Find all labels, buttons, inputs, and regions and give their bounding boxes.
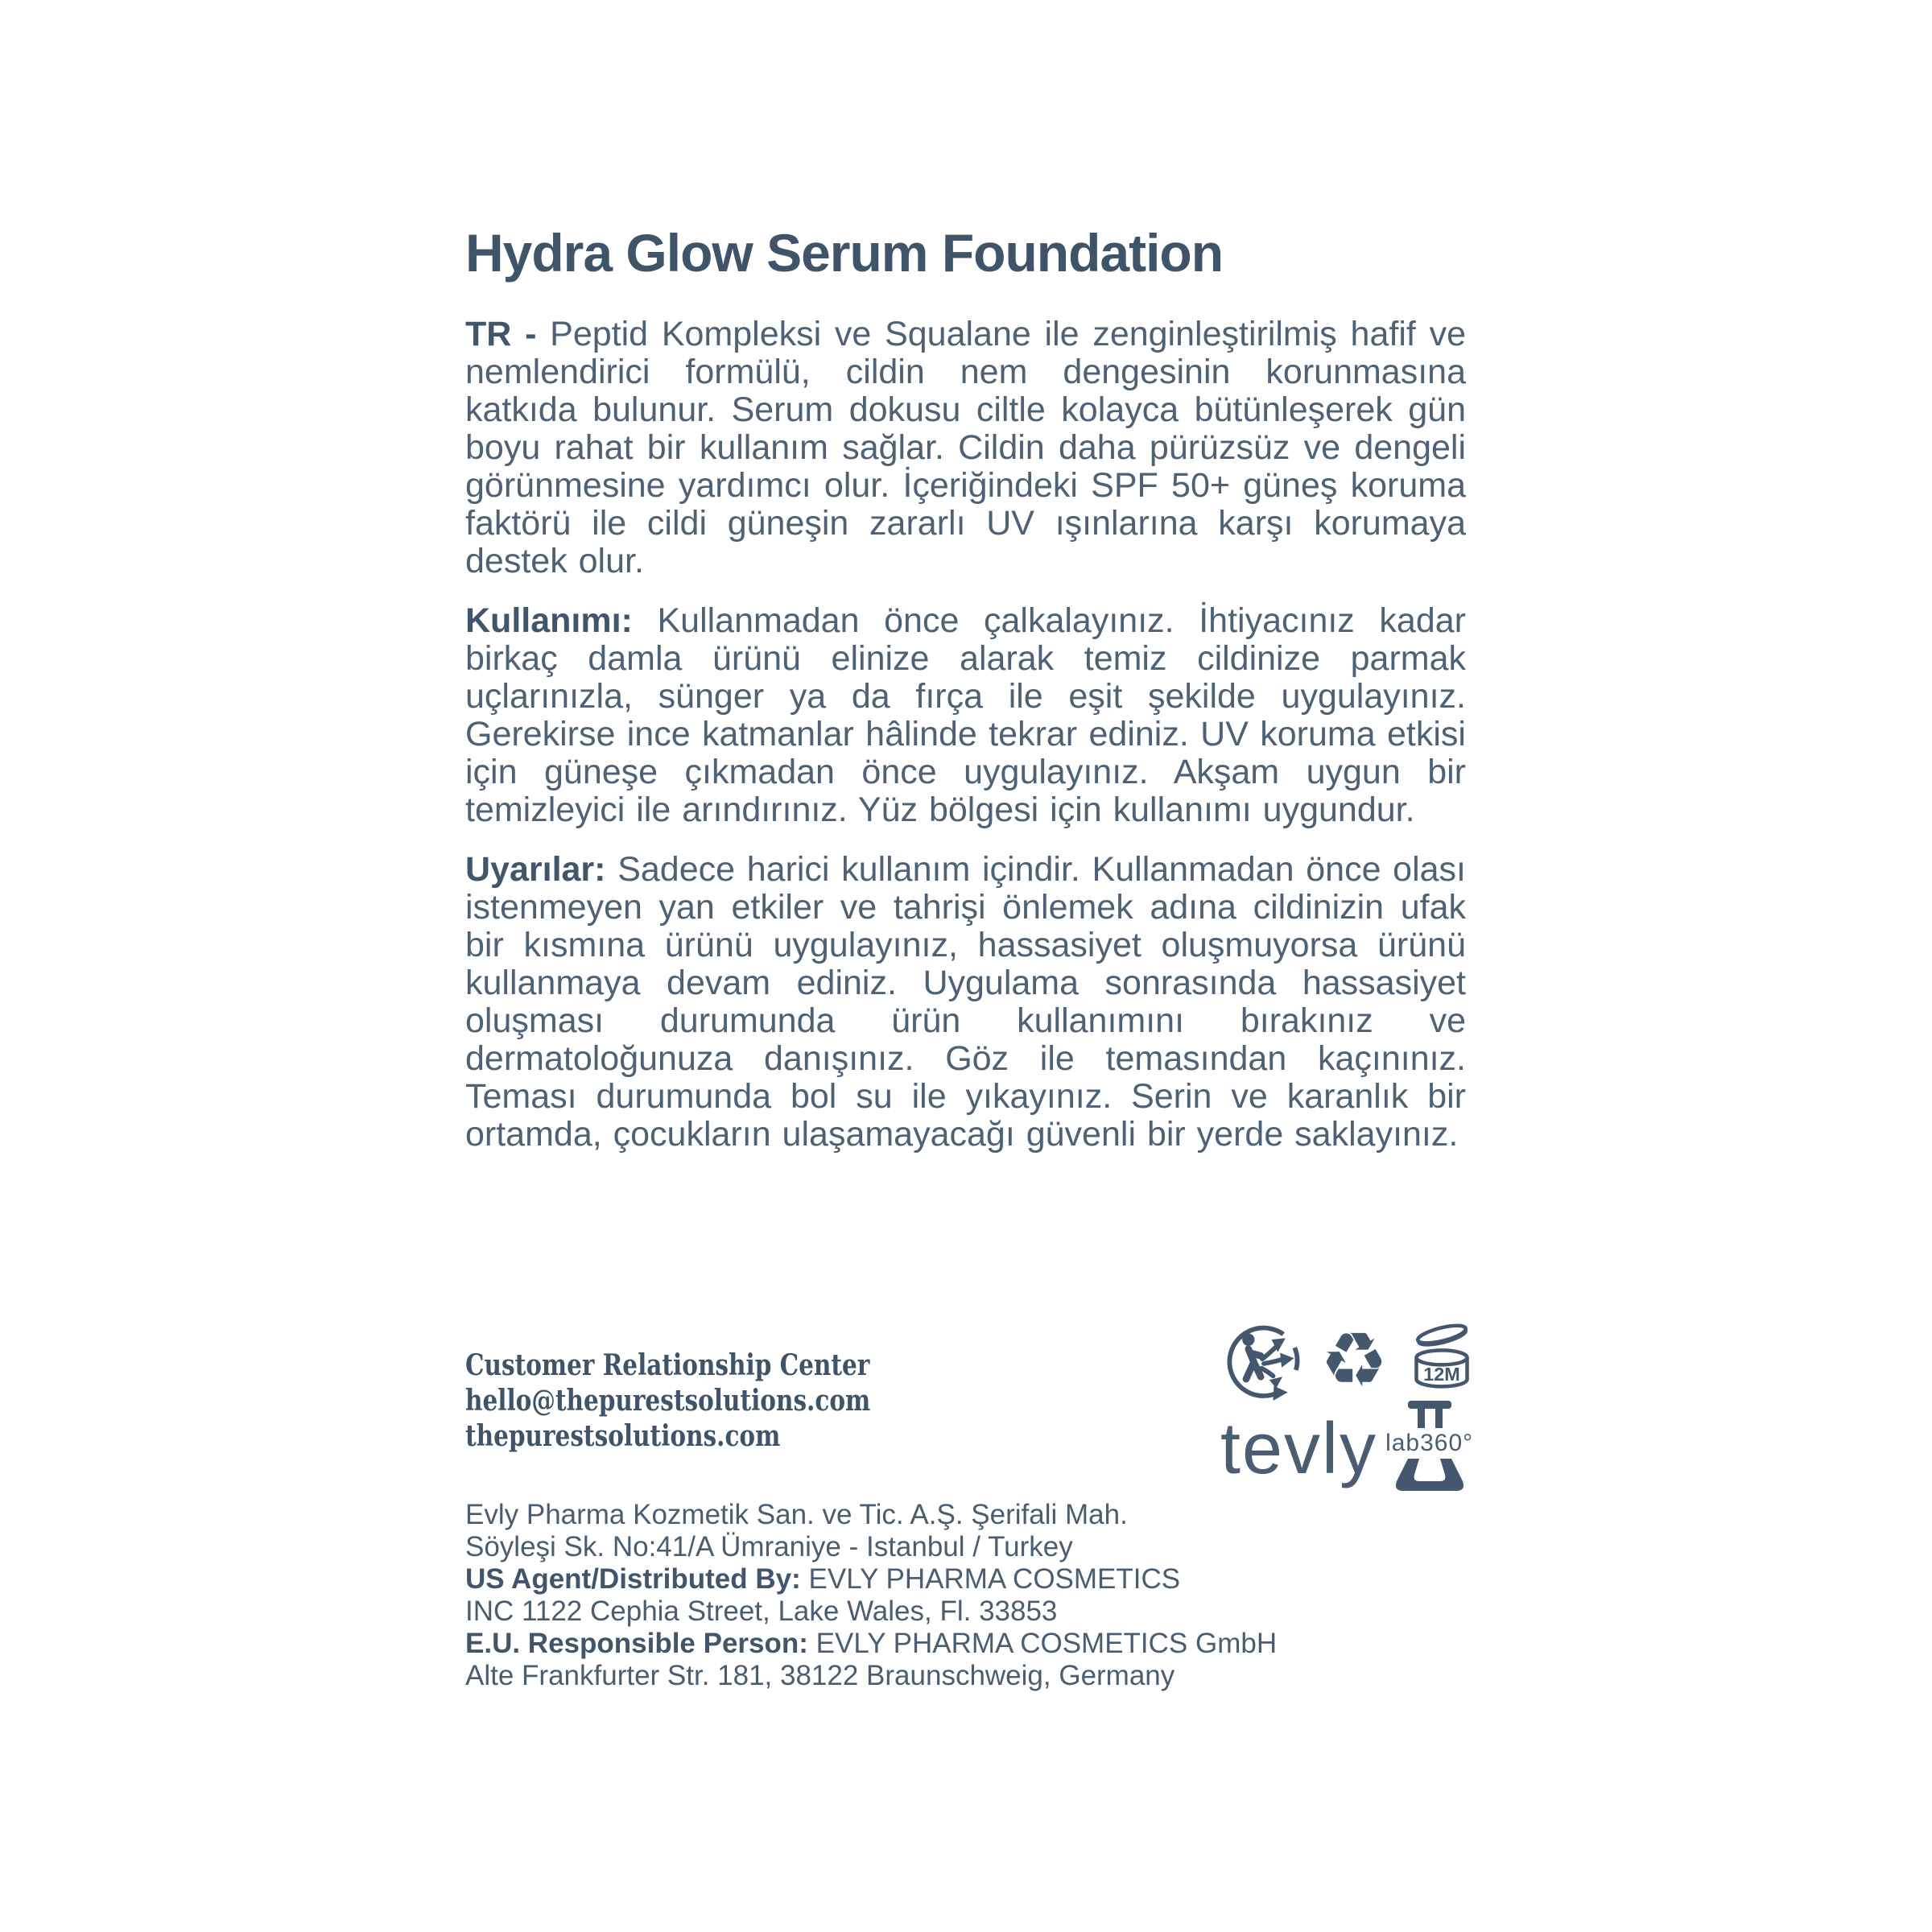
paragraph-lead-warnings: Uyarılar: (465, 850, 606, 889)
paragraph-lead-tr: TR - (465, 315, 537, 353)
lab360-wordmark: lab360° (1385, 1430, 1474, 1456)
tevly-wordmark: tevly (1220, 1409, 1378, 1489)
paragraph-usage (465, 602, 1466, 829)
lab360-block (1385, 1401, 1473, 1492)
address-line-eu-person (465, 1628, 1277, 1660)
us-agent-label: US Agent/Distributed By: (465, 1563, 801, 1595)
eu-person-label: E.U. Responsible Person: (465, 1628, 808, 1659)
address-line-us-street: INC 1122 Cephia Street, Lake Wales, Fl. 33853 (465, 1596, 1058, 1627)
paragraph-warnings (465, 851, 1466, 1154)
address-line-street: Söyleşi Sk. No:41/A Ümraniye - Istanbul / Turkey (465, 1531, 1073, 1563)
paragraph-lead-usage: Kullanımı: (465, 601, 633, 640)
address-line-us-agent (465, 1563, 1277, 1596)
flask-neck-icon (1405, 1401, 1455, 1428)
paragraph-body-warnings: Sadece harici kullanım içindir. Kullanmadan önce olası istenmeyen yan etkiler ve tahrişi önlemek adına cildinizin ufak bir kısmına ürünü uygulayınız, hassasiyet oluşmuyorsa ürünü kullanmaya devam ediniz. Uygulama sonrasında hassasiyet oluşması durumunda ürün kullanımını bırakınız ve dermatoloğunuza danışınız. Göz ile temasından kaçınınız. Teması durumunda bol su ile yıkayınız. Serin ve karanlık bir ortamda, çocukların ulaşamayacağı güvenli bir yerde saklayınız. (465, 850, 1467, 1154)
contact-website: thepurestsolutions.com (465, 1419, 781, 1453)
address-block (465, 1499, 1277, 1692)
paragraph-description-tr (465, 316, 1466, 580)
paragraph-body-tr: Peptid Kompleksi ve Squalane ile zenginleştirilmiş hafif ve nemlendirici formülü, cildin nem dengesinin korunmasına katkıda bulunur. Serum dokusu ciltle kolayca bütünleşerek gün boyu rahat bir kullanım sağlar. Cildin daha pürüzsüz ve dengeli görünmesine yardımcı olur. İçeriğindeki SPF 50+ güneş koruma faktörü ile cildi güneşin zararlı UV ışınlarına karşı korumaya destek olur. (465, 315, 1466, 580)
contact-block (465, 1348, 870, 1454)
address-line-eu-street: Alte Frankfurter Str. 181, 38122 Braunschweig, Germany (465, 1660, 1175, 1691)
paragraph-body-usage: Kullanmadan önce çalkalayınız. İhtiyacınız kadar birkaç damla ürünü elinize alarak temiz cildinize parmak uçlarınızla, sünger ya da fırça ile eşit şekilde uygulayınız. Gerekirse ince katmanlar hâlinde tekrar ediniz. UV koruma etkisi için güneşe çıkmadan önce uygulayınız. Akşam uygun bir temizleyici ile arındırınız. Yüz bölgesi için kullanımı uygundur. (465, 601, 1467, 829)
tevly-lab360-logo (1220, 1406, 1473, 1492)
address-line-manufacturer: Evly Pharma Kozmetik San. ve Tic. A.Ş. Şerifali Mah. (465, 1499, 1128, 1530)
pao-12m-label: 12M (1423, 1364, 1460, 1385)
flask-base-icon (1393, 1459, 1467, 1492)
product-label (465, 223, 1474, 1834)
triman-recycle-icon (1225, 1322, 1302, 1402)
contact-heading: Customer Relationship Center (465, 1348, 870, 1382)
contact-email: hello@thepurestsolutions.com (465, 1384, 871, 1418)
packaging-symbols (1225, 1318, 1478, 1402)
product-title: Hydra Glow Serum Foundation (465, 223, 1224, 283)
eu-person-value: EVLY PHARMA COSMETICS GmbH (815, 1628, 1278, 1659)
pao-12m-icon (1406, 1322, 1478, 1399)
us-agent-value: EVLY PHARMA COSMETICS (808, 1563, 1181, 1595)
recycle-icon: ♻ (1319, 1318, 1389, 1402)
